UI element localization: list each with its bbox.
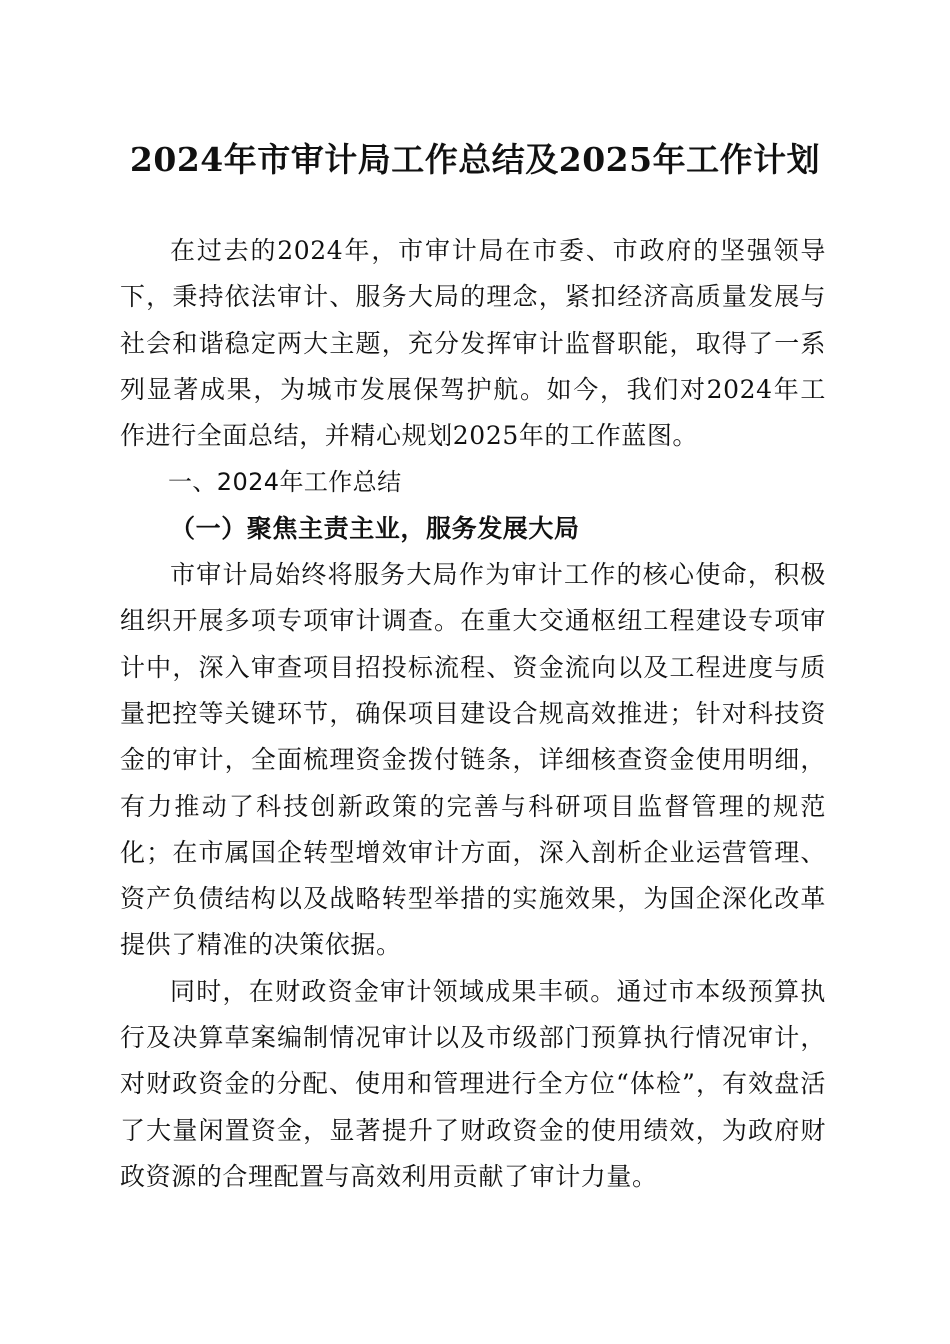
intro-paragraph: 在过去的2024年，市审计局在市委、市政府的坚强领导下，秉持依法审计、服务大局的理念，紧扣经济高质量发展与社会和谐稳定两大主题，充分发挥审计监督职能，取得了一系列显著成果，为城市发展保驾护航。如今，我们对2024年工作进行全面总结，并精心规划2025年的工作蓝图。 (120, 236, 826, 451)
document-body (120, 228, 826, 1200)
section-heading: 一、2024年工作总结 (168, 468, 402, 497)
body-paragraph: 同时，在财政资金审计领域成果丰硕。通过市本级预算执行及决算草案编制情况审计以及市级部门预算执行情况审计，对财政资金的分配、使用和管理进行全方位“体检”，有效盘活了大量闲置资金，显著提升了财政资金的使用绩效，为政府财政资源的合理配置与高效利用贡献了审计力量。 (120, 976, 826, 1191)
subsection-heading: （一）聚焦主责主业，服务发展大局 (170, 513, 580, 543)
document-title: 2024年市审计局工作总结及2025年工作计划 (129, 140, 821, 179)
body-paragraph: 市审计局始终将服务大局作为审计工作的核心使命，积极组织开展多项专项审计调查。在重大交通枢纽工程建设专项审计中，深入审查项目招投标流程、资金流向以及工程进度与质量把控等关键环节，确保项目建设合规高效推进；针对科技资金的审计，全面梳理资金拨付链条，详细核查资金使用明细，有力推动了科技创新政策的完善与科研项目监督管理的规范化；在市属国企转型增效审计方面，深入剖析企业运营管理、资产负债结构以及战略转型举措的实施效果，为国企深化改革提供了精准的决策依据。 (120, 560, 826, 960)
